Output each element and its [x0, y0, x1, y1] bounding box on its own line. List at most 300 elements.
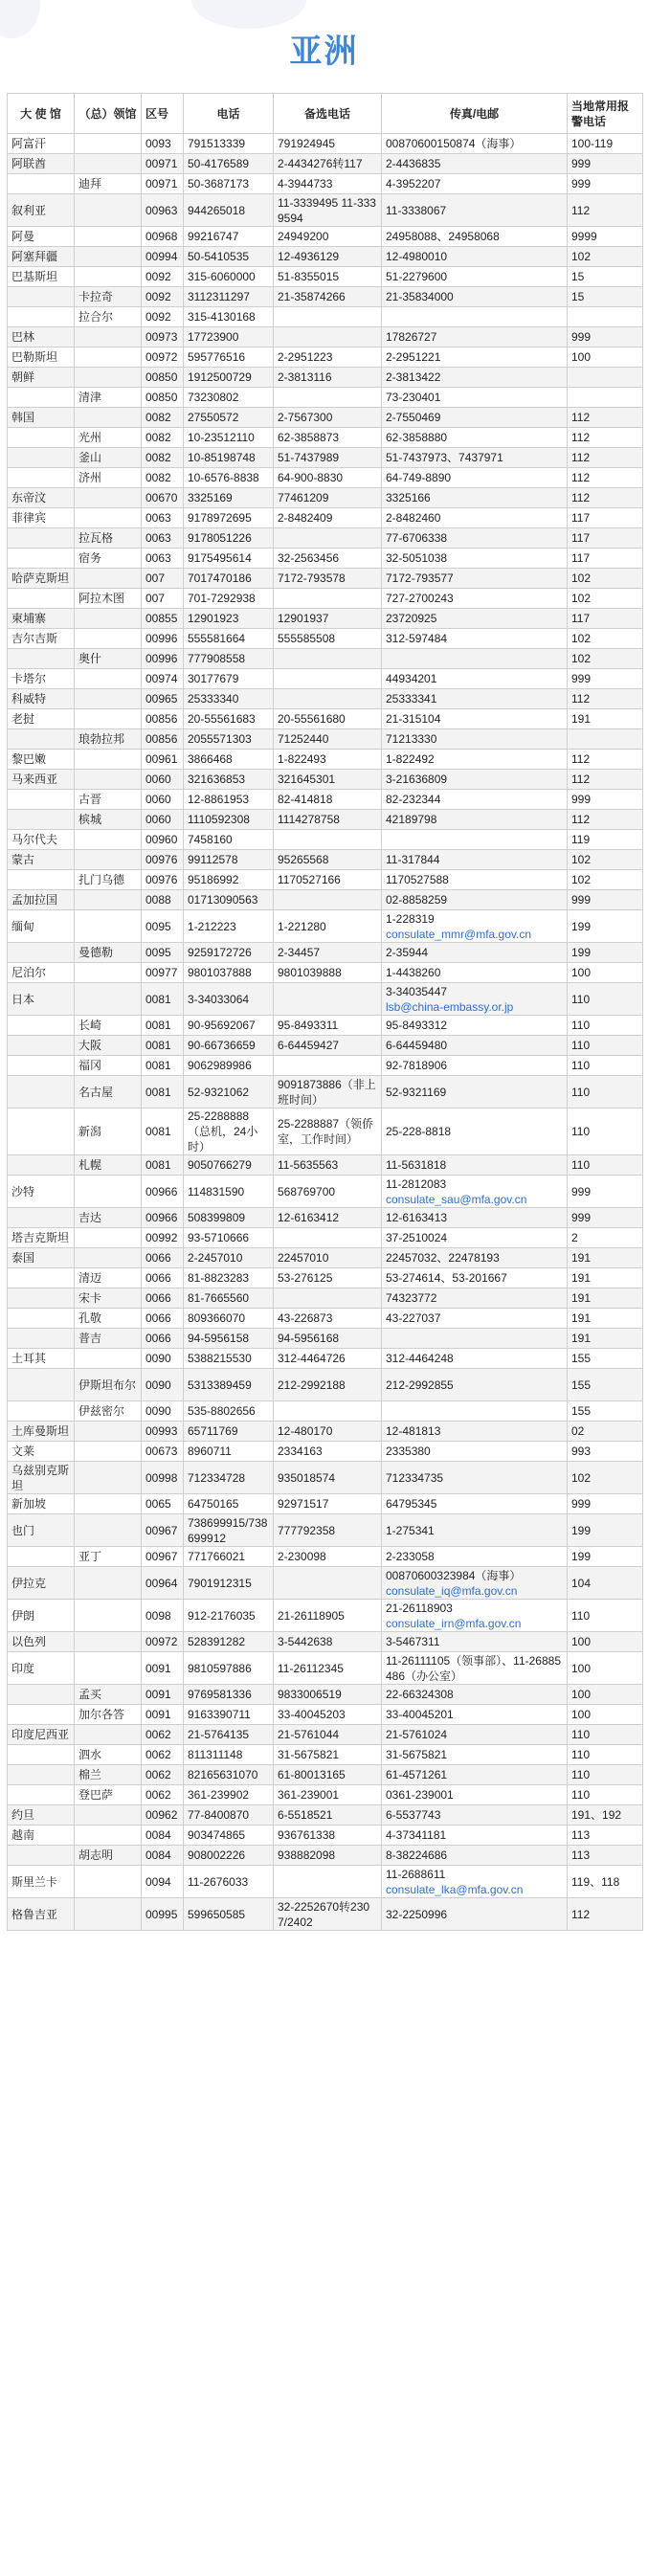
phone-cell [184, 669, 274, 689]
phone-cell-text: 701-7292938 [188, 592, 256, 605]
alt-phone-cell [274, 790, 382, 810]
area-code-cell [142, 1765, 184, 1785]
area-code-cell [142, 408, 184, 428]
table-row [8, 669, 643, 689]
column-header-consulate: （总）领馆 [75, 94, 142, 134]
consulate-cell [75, 1036, 142, 1056]
area-code-cell-text: 00967 [145, 1523, 178, 1537]
area-code-cell-text: 00993 [145, 1424, 178, 1438]
emergency-cell [568, 388, 643, 408]
alt-phone-cell-text: 321645301 [278, 773, 336, 786]
area-code-cell-text: 0088 [145, 893, 171, 907]
phone-cell [184, 327, 274, 347]
area-code-cell-text: 00994 [145, 250, 178, 263]
fax-cell [382, 468, 568, 488]
fax-cell [382, 1705, 568, 1725]
embassy-cell [8, 488, 75, 508]
fax-cell-text: 51-7437973、7437971 [386, 451, 503, 464]
phone-cell-text: 944265018 [188, 203, 246, 217]
alt-phone-cell [274, 194, 382, 227]
phone-cell-text: 528391282 [188, 1635, 246, 1648]
phone-cell [184, 468, 274, 488]
consulate-cell [75, 528, 142, 549]
area-code-cell-text: 0060 [145, 813, 171, 826]
emergency-cell [568, 1036, 643, 1056]
fax-cell [382, 709, 568, 729]
alt-phone-cell [274, 1652, 382, 1685]
alt-phone-cell [274, 609, 382, 629]
emergency-cell-text: 102 [571, 873, 592, 886]
embassy-cell [8, 1785, 75, 1805]
fax-cell-text: 25333341 [386, 692, 437, 706]
area-code-cell-text: 00974 [145, 672, 178, 685]
phone-cell-text: 9259172726 [188, 946, 252, 959]
alt-phone-cell-text: 11-26112345 [278, 1661, 344, 1675]
phone-cell [184, 1785, 274, 1805]
embassy-cell [8, 1208, 75, 1228]
fax-cell-text: 1-228319 [386, 911, 435, 926]
fax-cell-text: 4-37341181 [386, 1828, 447, 1842]
phone-cell [184, 1076, 274, 1109]
consulate-cell [75, 508, 142, 528]
fax-cell-text: 11-5631818 [386, 1158, 447, 1172]
table-row [8, 1494, 643, 1514]
area-code-cell [142, 1016, 184, 1036]
embassy-cell [8, 589, 75, 609]
emergency-cell [568, 770, 643, 790]
area-code-cell-text: 0084 [145, 1848, 171, 1862]
emergency-cell-text: 100 [571, 1708, 592, 1721]
phone-cell-text: 90-66736659 [188, 1039, 256, 1052]
alt-phone-cell [274, 267, 382, 287]
embassy-cell [8, 1442, 75, 1462]
emergency-cell [568, 549, 643, 569]
alt-phone-cell [274, 1765, 382, 1785]
emergency-cell-text: 117 [571, 531, 591, 545]
phone-cell-text: 114831590 [188, 1184, 245, 1198]
consulate-cell [75, 1056, 142, 1076]
embassy-cell-text: 伊拉克 [11, 1576, 47, 1590]
fax-cell [382, 910, 568, 943]
alt-phone-cell [274, 227, 382, 247]
area-code-cell-text: 00960 [145, 833, 178, 846]
table-row [8, 1652, 643, 1685]
area-code-cell-text: 00966 [145, 1211, 178, 1224]
alt-phone-cell-text: 1114278758 [278, 813, 340, 826]
phone-cell [184, 1866, 274, 1898]
phone-cell-text: 712334728 [188, 1470, 246, 1485]
fax-cell [382, 1056, 568, 1076]
embassy-cell [8, 428, 75, 448]
fax-cell [382, 750, 568, 770]
alt-phone-cell [274, 1422, 382, 1442]
area-code-cell-text: 00998 [145, 1470, 178, 1485]
phone-cell [184, 709, 274, 729]
phone-cell [184, 1705, 274, 1725]
emergency-cell [568, 528, 643, 549]
embassy-cell-text: 也门 [11, 1523, 35, 1537]
phone-cell-text: 9769581336 [188, 1688, 252, 1701]
emergency-cell [568, 589, 643, 609]
table-row [8, 963, 643, 983]
consulate-cell [75, 1567, 142, 1600]
phone-cell [184, 1826, 274, 1846]
consulate-cell [75, 1514, 142, 1547]
embassy-cell [8, 1036, 75, 1056]
area-code-cell-text: 0066 [145, 1332, 171, 1345]
phone-cell-text: 10-23512110 [188, 431, 255, 444]
alt-phone-cell-text: 1170527166 [278, 873, 341, 886]
embassy-cell [8, 347, 75, 368]
area-code-cell-text: 00963 [145, 203, 178, 217]
consulate-cell [75, 963, 142, 983]
phone-cell [184, 1228, 274, 1248]
table-row [8, 1248, 643, 1268]
table-row [8, 1176, 643, 1208]
phone-cell [184, 830, 274, 850]
column-header-phone: 电话 [184, 94, 274, 134]
table-row [8, 528, 643, 549]
emergency-cell-text: 102 [571, 250, 592, 263]
emergency-cell-text: 100-119 [571, 137, 614, 150]
alt-phone-cell-text: 20-55561680 [278, 712, 346, 726]
emergency-cell-text: 117 [571, 551, 591, 565]
embassy-cell [8, 790, 75, 810]
fax-cell [382, 368, 568, 388]
area-code-cell [142, 508, 184, 528]
phone-cell [184, 368, 274, 388]
emergency-cell [568, 1349, 643, 1369]
phone-cell [184, 1567, 274, 1600]
fax-cell [382, 890, 568, 910]
embassy-cell [8, 1349, 75, 1369]
embassy-cell [8, 649, 75, 669]
emergency-cell [568, 1176, 643, 1208]
table-row [8, 770, 643, 790]
embassy-cell [8, 307, 75, 327]
fax-cell-text: 11-317844 [386, 853, 440, 866]
phone-cell [184, 1056, 274, 1076]
area-code-cell [142, 528, 184, 549]
area-code-cell [142, 1514, 184, 1547]
column-header-area-code: 区号 [142, 94, 184, 134]
fax-cell-text: 0361-239001 [386, 1788, 454, 1802]
emergency-cell-text: 100 [571, 1688, 592, 1701]
emergency-cell-text: 117 [571, 612, 591, 625]
emergency-cell-text: 100 [571, 966, 592, 979]
phone-cell-text: 2-2457010 [188, 1251, 243, 1265]
emergency-cell [568, 943, 643, 963]
area-code-cell [142, 347, 184, 368]
emergency-cell-text: 112 [571, 1907, 591, 1921]
area-code-cell [142, 983, 184, 1016]
alt-phone-cell [274, 1228, 382, 1248]
area-code-cell [142, 830, 184, 850]
area-code-cell-text: 00962 [145, 1808, 178, 1822]
fax-cell [382, 790, 568, 810]
area-code-cell [142, 1401, 184, 1422]
alt-phone-cell [274, 1349, 382, 1369]
phone-cell [184, 569, 274, 589]
emergency-cell [568, 488, 643, 508]
table-row [8, 729, 643, 750]
table-row [8, 1846, 643, 1866]
alt-phone-cell-text: 9801039888 [278, 966, 342, 979]
alt-phone-cell-text: 2-230098 [278, 1550, 326, 1563]
fax-cell [382, 267, 568, 287]
emergency-cell [568, 267, 643, 287]
emergency-cell [568, 669, 643, 689]
fax-cell-text: 71213330 [386, 732, 437, 746]
email-link[interactable]: consulate_lka@mfa.gov.cn [386, 1882, 524, 1896]
alt-phone-cell [274, 488, 382, 508]
emergency-cell-text: 110 [571, 992, 591, 1006]
email-link[interactable]: consulate_irn@mfa.gov.cn [386, 1616, 522, 1630]
consulate-cell [75, 649, 142, 669]
emergency-cell-text: 999 [571, 893, 592, 907]
table-row [8, 1401, 643, 1422]
fax-cell [382, 1494, 568, 1514]
table-row [8, 1076, 643, 1109]
consulate-cell-text: 槟城 [78, 813, 102, 826]
consulate-cell-text: 登巴萨 [78, 1788, 114, 1802]
embassy-cell [8, 174, 75, 194]
alt-phone-cell [274, 549, 382, 569]
embassy-cell [8, 1632, 75, 1652]
embassy-cell [8, 830, 75, 850]
fax-cell-text: 11-26111105（领事部）、11-26885486（办公室） [386, 1653, 561, 1683]
emergency-cell [568, 1268, 643, 1288]
area-code-cell [142, 1785, 184, 1805]
phone-cell [184, 174, 274, 194]
embassy-cell-text: 约旦 [11, 1808, 35, 1822]
fax-cell-text: 62-3858880 [386, 431, 448, 444]
embassy-cell [8, 227, 75, 247]
table-row [8, 1600, 643, 1632]
consulate-cell [75, 1785, 142, 1805]
email-link[interactable]: consulate_mmr@mfa.gov.cn [386, 927, 532, 941]
table-row [8, 508, 643, 528]
phone-cell [184, 943, 274, 963]
phone-cell-text: 9178972695 [188, 511, 252, 525]
table-row [8, 1329, 643, 1349]
table-row [8, 1109, 643, 1155]
table-row [8, 428, 643, 448]
consulate-cell-text: 琅勃拉邦 [78, 732, 125, 746]
consulate-cell-text: 拉瓦格 [78, 531, 114, 545]
alt-phone-cell-text: 6-5518521 [278, 1808, 333, 1822]
email-link[interactable]: lsb@china-embassy.or.jp [386, 999, 514, 1014]
table-row [8, 408, 643, 428]
area-code-cell [142, 1898, 184, 1931]
fax-cell [382, 1208, 568, 1228]
alt-phone-cell-text: 777792358 [278, 1523, 336, 1537]
emergency-cell-text: 102 [571, 592, 592, 605]
area-code-cell [142, 1329, 184, 1349]
alt-phone-cell-text: 938882098 [278, 1848, 336, 1862]
embassy-cell-text: 文莱 [11, 1445, 35, 1458]
alt-phone-cell [274, 589, 382, 609]
area-code-cell [142, 1155, 184, 1176]
fax-cell [382, 1155, 568, 1176]
consulate-cell [75, 609, 142, 629]
table-row [8, 488, 643, 508]
email-link[interactable]: consulate_iq@mfa.gov.cn [386, 1583, 518, 1598]
embassy-cell [8, 327, 75, 347]
alt-phone-cell-text: 6-64459427 [278, 1039, 340, 1052]
email-link[interactable]: consulate_sau@mfa.gov.cn [386, 1192, 527, 1206]
embassy-cell-text: 缅甸 [11, 919, 35, 933]
emergency-cell-text: 110 [571, 1728, 591, 1741]
area-code-cell [142, 1076, 184, 1109]
fax-cell-text: 3325166 [386, 491, 431, 504]
fax-cell-text: 92-7818906 [386, 1059, 448, 1072]
phone-cell [184, 194, 274, 227]
area-code-cell-text: 0081 [145, 992, 171, 1006]
phone-cell-text: 81-8823283 [188, 1271, 250, 1285]
area-code-cell [142, 770, 184, 790]
table-row [8, 468, 643, 488]
embassy-cell-text: 东帝汶 [11, 491, 47, 504]
table-row [8, 1288, 643, 1309]
emergency-cell [568, 709, 643, 729]
emergency-cell-text: 102 [571, 632, 592, 645]
area-code-cell-text: 0092 [145, 310, 171, 324]
area-code-cell [142, 267, 184, 287]
phone-cell [184, 1745, 274, 1765]
area-code-cell [142, 1208, 184, 1228]
fax-cell-text: 1-275341 [386, 1523, 435, 1537]
consulate-cell [75, 227, 142, 247]
embassy-cell [8, 983, 75, 1016]
fax-cell-text: 21-35834000 [386, 290, 454, 303]
embassy-cell-text: 土耳其 [11, 1352, 47, 1365]
fax-cell [382, 963, 568, 983]
alt-phone-cell [274, 1826, 382, 1846]
consulate-cell [75, 689, 142, 709]
area-code-cell [142, 1632, 184, 1652]
fax-cell [382, 1805, 568, 1826]
fax-cell [382, 247, 568, 267]
emergency-cell [568, 247, 643, 267]
area-code-cell [142, 1228, 184, 1248]
embassy-cell-text: 泰国 [11, 1251, 35, 1265]
phone-cell [184, 1401, 274, 1422]
area-code-cell [142, 1036, 184, 1056]
table-row [8, 1866, 643, 1898]
alt-phone-cell [274, 1462, 382, 1494]
embassy-cell [8, 1514, 75, 1547]
emergency-cell [568, 1076, 643, 1109]
alt-phone-cell [274, 943, 382, 963]
area-code-cell-text: 0066 [145, 1271, 171, 1285]
fax-cell-text: 7172-793577 [386, 571, 454, 585]
emergency-cell [568, 448, 643, 468]
phone-cell-text: 7458160 [188, 833, 233, 846]
embassy-cell [8, 569, 75, 589]
fax-cell-text: 21-26118903 [386, 1601, 453, 1615]
area-code-cell [142, 1725, 184, 1745]
consulate-cell-text: 拉合尔 [78, 310, 114, 324]
table-row [8, 1369, 643, 1401]
phone-cell-text: 555581664 [188, 632, 246, 645]
fax-cell-text: 3-34035447 [386, 984, 448, 998]
phone-cell-text: 65711769 [188, 1424, 238, 1438]
consulate-cell-text: 釜山 [78, 451, 102, 464]
fax-cell [382, 1288, 568, 1309]
phone-cell [184, 649, 274, 669]
area-code-cell [142, 963, 184, 983]
embassy-cell [8, 1725, 75, 1745]
emergency-cell [568, 1705, 643, 1725]
emergency-cell-text: 112 [571, 451, 591, 464]
consulate-cell [75, 569, 142, 589]
area-code-cell [142, 1462, 184, 1494]
alt-phone-cell-text: 71252440 [278, 732, 329, 746]
consulate-cell-text: 新潟 [78, 1125, 102, 1138]
area-code-cell [142, 1442, 184, 1462]
consulate-cell [75, 174, 142, 194]
alt-phone-cell [274, 569, 382, 589]
emergency-cell-text: 191 [571, 1291, 592, 1305]
area-code-cell-text: 00850 [145, 370, 178, 384]
embassy-cell-text: 阿塞拜疆 [11, 250, 58, 263]
alt-phone-cell [274, 368, 382, 388]
emergency-cell-text: 110 [571, 1788, 591, 1802]
consulate-cell [75, 910, 142, 943]
table-row [8, 227, 643, 247]
phone-cell-text: 3112311297 [188, 290, 250, 303]
phone-cell [184, 1805, 274, 1826]
alt-phone-cell [274, 1109, 382, 1155]
table-row [8, 1805, 643, 1826]
area-code-cell [142, 569, 184, 589]
alt-phone-cell [274, 890, 382, 910]
area-code-cell-text: 0066 [145, 1251, 171, 1265]
embassy-cell [8, 1076, 75, 1109]
table-row [8, 943, 643, 963]
alt-phone-cell [274, 1632, 382, 1652]
table-row [8, 1422, 643, 1442]
area-code-cell [142, 388, 184, 408]
emergency-cell-text: 112 [571, 431, 591, 444]
alt-phone-cell-text: 1-822493 [278, 752, 326, 766]
area-code-cell-text: 0081 [145, 1019, 171, 1032]
fax-cell [382, 689, 568, 709]
fax-cell [382, 1176, 568, 1208]
phone-cell [184, 287, 274, 307]
embassy-cell [8, 1547, 75, 1567]
alt-phone-cell-text: 12-6163412 [278, 1211, 340, 1224]
consulate-cell-text: 曼德勒 [78, 946, 114, 959]
area-code-cell [142, 943, 184, 963]
embassy-cell-text: 韩国 [11, 411, 35, 424]
consulate-cell [75, 388, 142, 408]
phone-cell [184, 154, 274, 174]
alt-phone-cell [274, 1208, 382, 1228]
embassy-cell-text: 科威特 [11, 692, 47, 706]
area-code-cell-text: 0091 [145, 1661, 171, 1675]
fax-cell [382, 1248, 568, 1268]
fax-cell [382, 347, 568, 368]
embassy-cell-text: 新加坡 [11, 1497, 47, 1511]
fax-cell-text: 25-228-8818 [386, 1125, 452, 1138]
emergency-cell-text: 100 [571, 1661, 592, 1675]
table-row [8, 750, 643, 770]
table-row [8, 629, 643, 649]
table-row [8, 850, 643, 870]
fax-cell [382, 1846, 568, 1866]
